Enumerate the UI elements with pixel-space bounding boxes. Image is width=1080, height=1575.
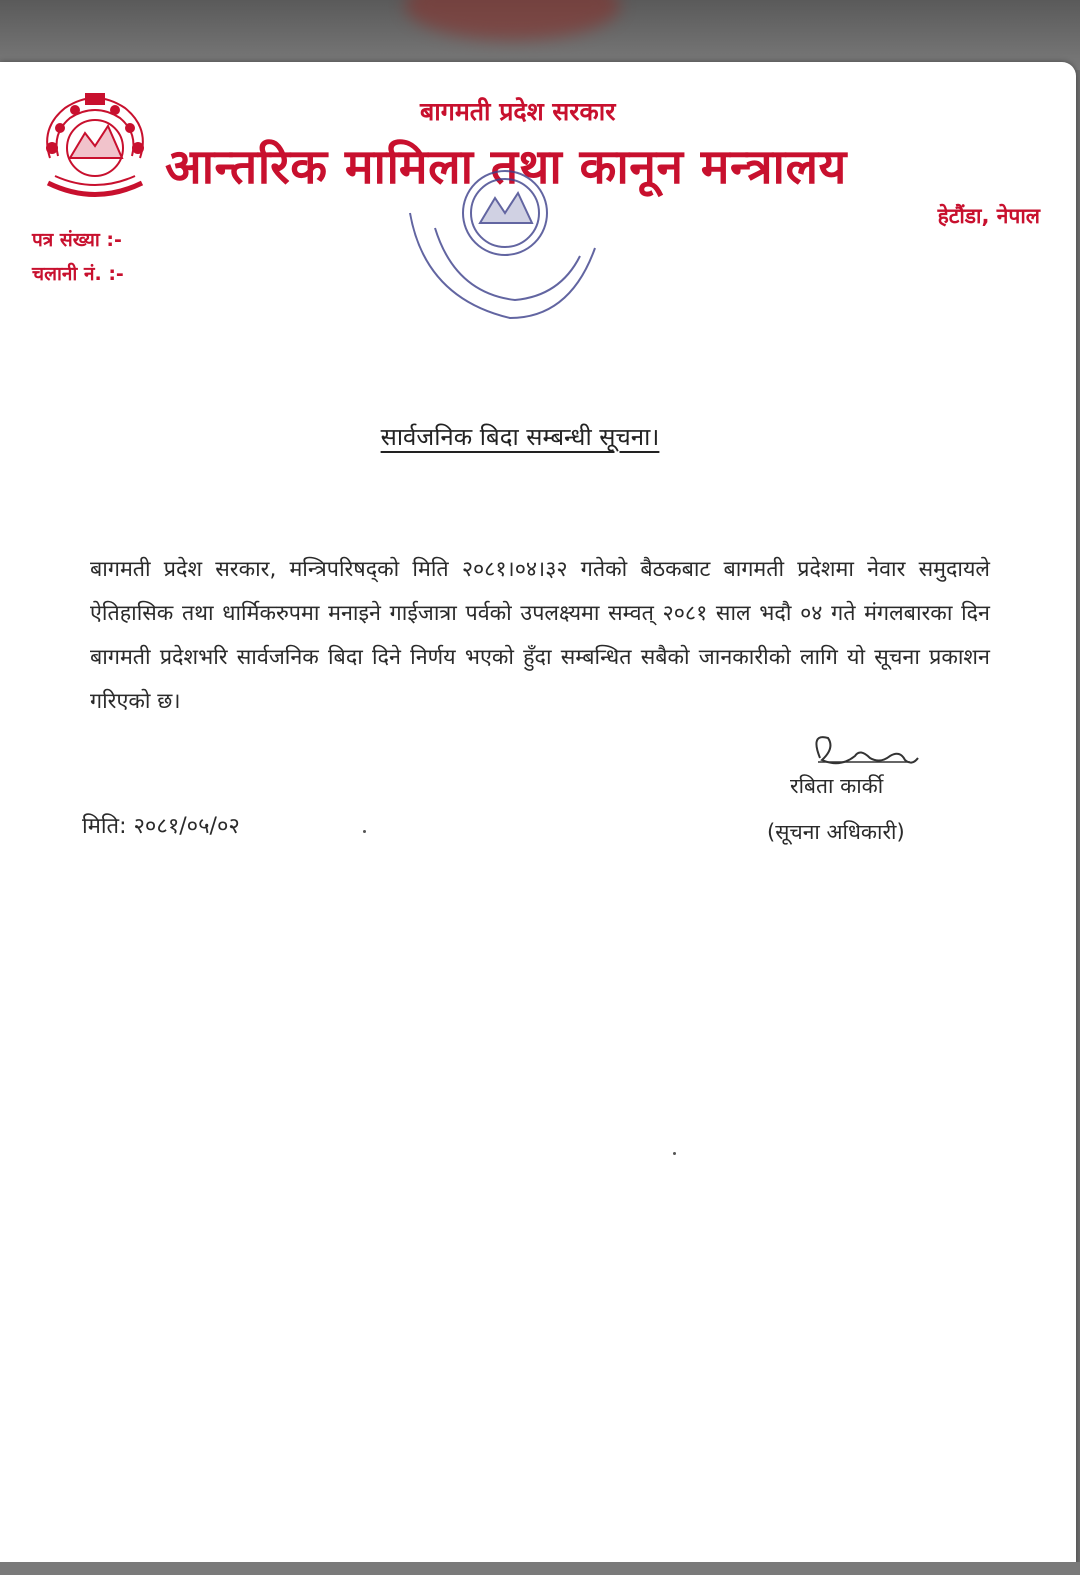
ministry-address: हेटौंडा, नेपाल xyxy=(937,204,1040,228)
nepal-emblem-icon xyxy=(30,88,160,208)
dispatch-number-label: चलानी नं. :- xyxy=(32,263,124,285)
signatory-title: (सूचना अधिकारी) xyxy=(767,820,905,844)
signatory-name: रबिता कार्की xyxy=(790,774,884,798)
ink-speck xyxy=(673,1152,676,1155)
notice-title: सार्वजनिक बिदा सम्बन्धी सूचना। xyxy=(380,423,660,451)
government-name: बागमती प्रदेश सरकार xyxy=(420,97,616,126)
bottom-background xyxy=(0,1562,1080,1575)
ink-speck xyxy=(363,830,366,833)
ministry-name: आन्तरिक मामिला तथा कानून मन्त्रालय xyxy=(165,139,847,195)
letter-number-label: पत्र संख्या :- xyxy=(32,229,122,251)
notice-date: मिति: २०८१/०५/०२ xyxy=(82,814,240,839)
official-stamp-icon xyxy=(400,168,600,328)
notice-body: बागमती प्रदेश सरकार, मन्त्रिपरिषद्को मिति २०८१।०४।३२ गतेको बैठकबाट बागमती प्रदेशमा नेवार समुदायले ऐतिहासिक तथा धार्मिकरुपमा मनाइने गाईजात्रा पर्वको उपलक्ष्यमा सम्वत् २०८१ साल भदौ ०४ गते मंगलबारका दिन बागमती प्रदेशभरि सार्वजनिक बिदा दिने निर्णय भएको हुँदा सम्बन्धित सबैको जानकारीको लागि यो सूचना प्रकाशन गरिएको छ। xyxy=(90,557,990,714)
